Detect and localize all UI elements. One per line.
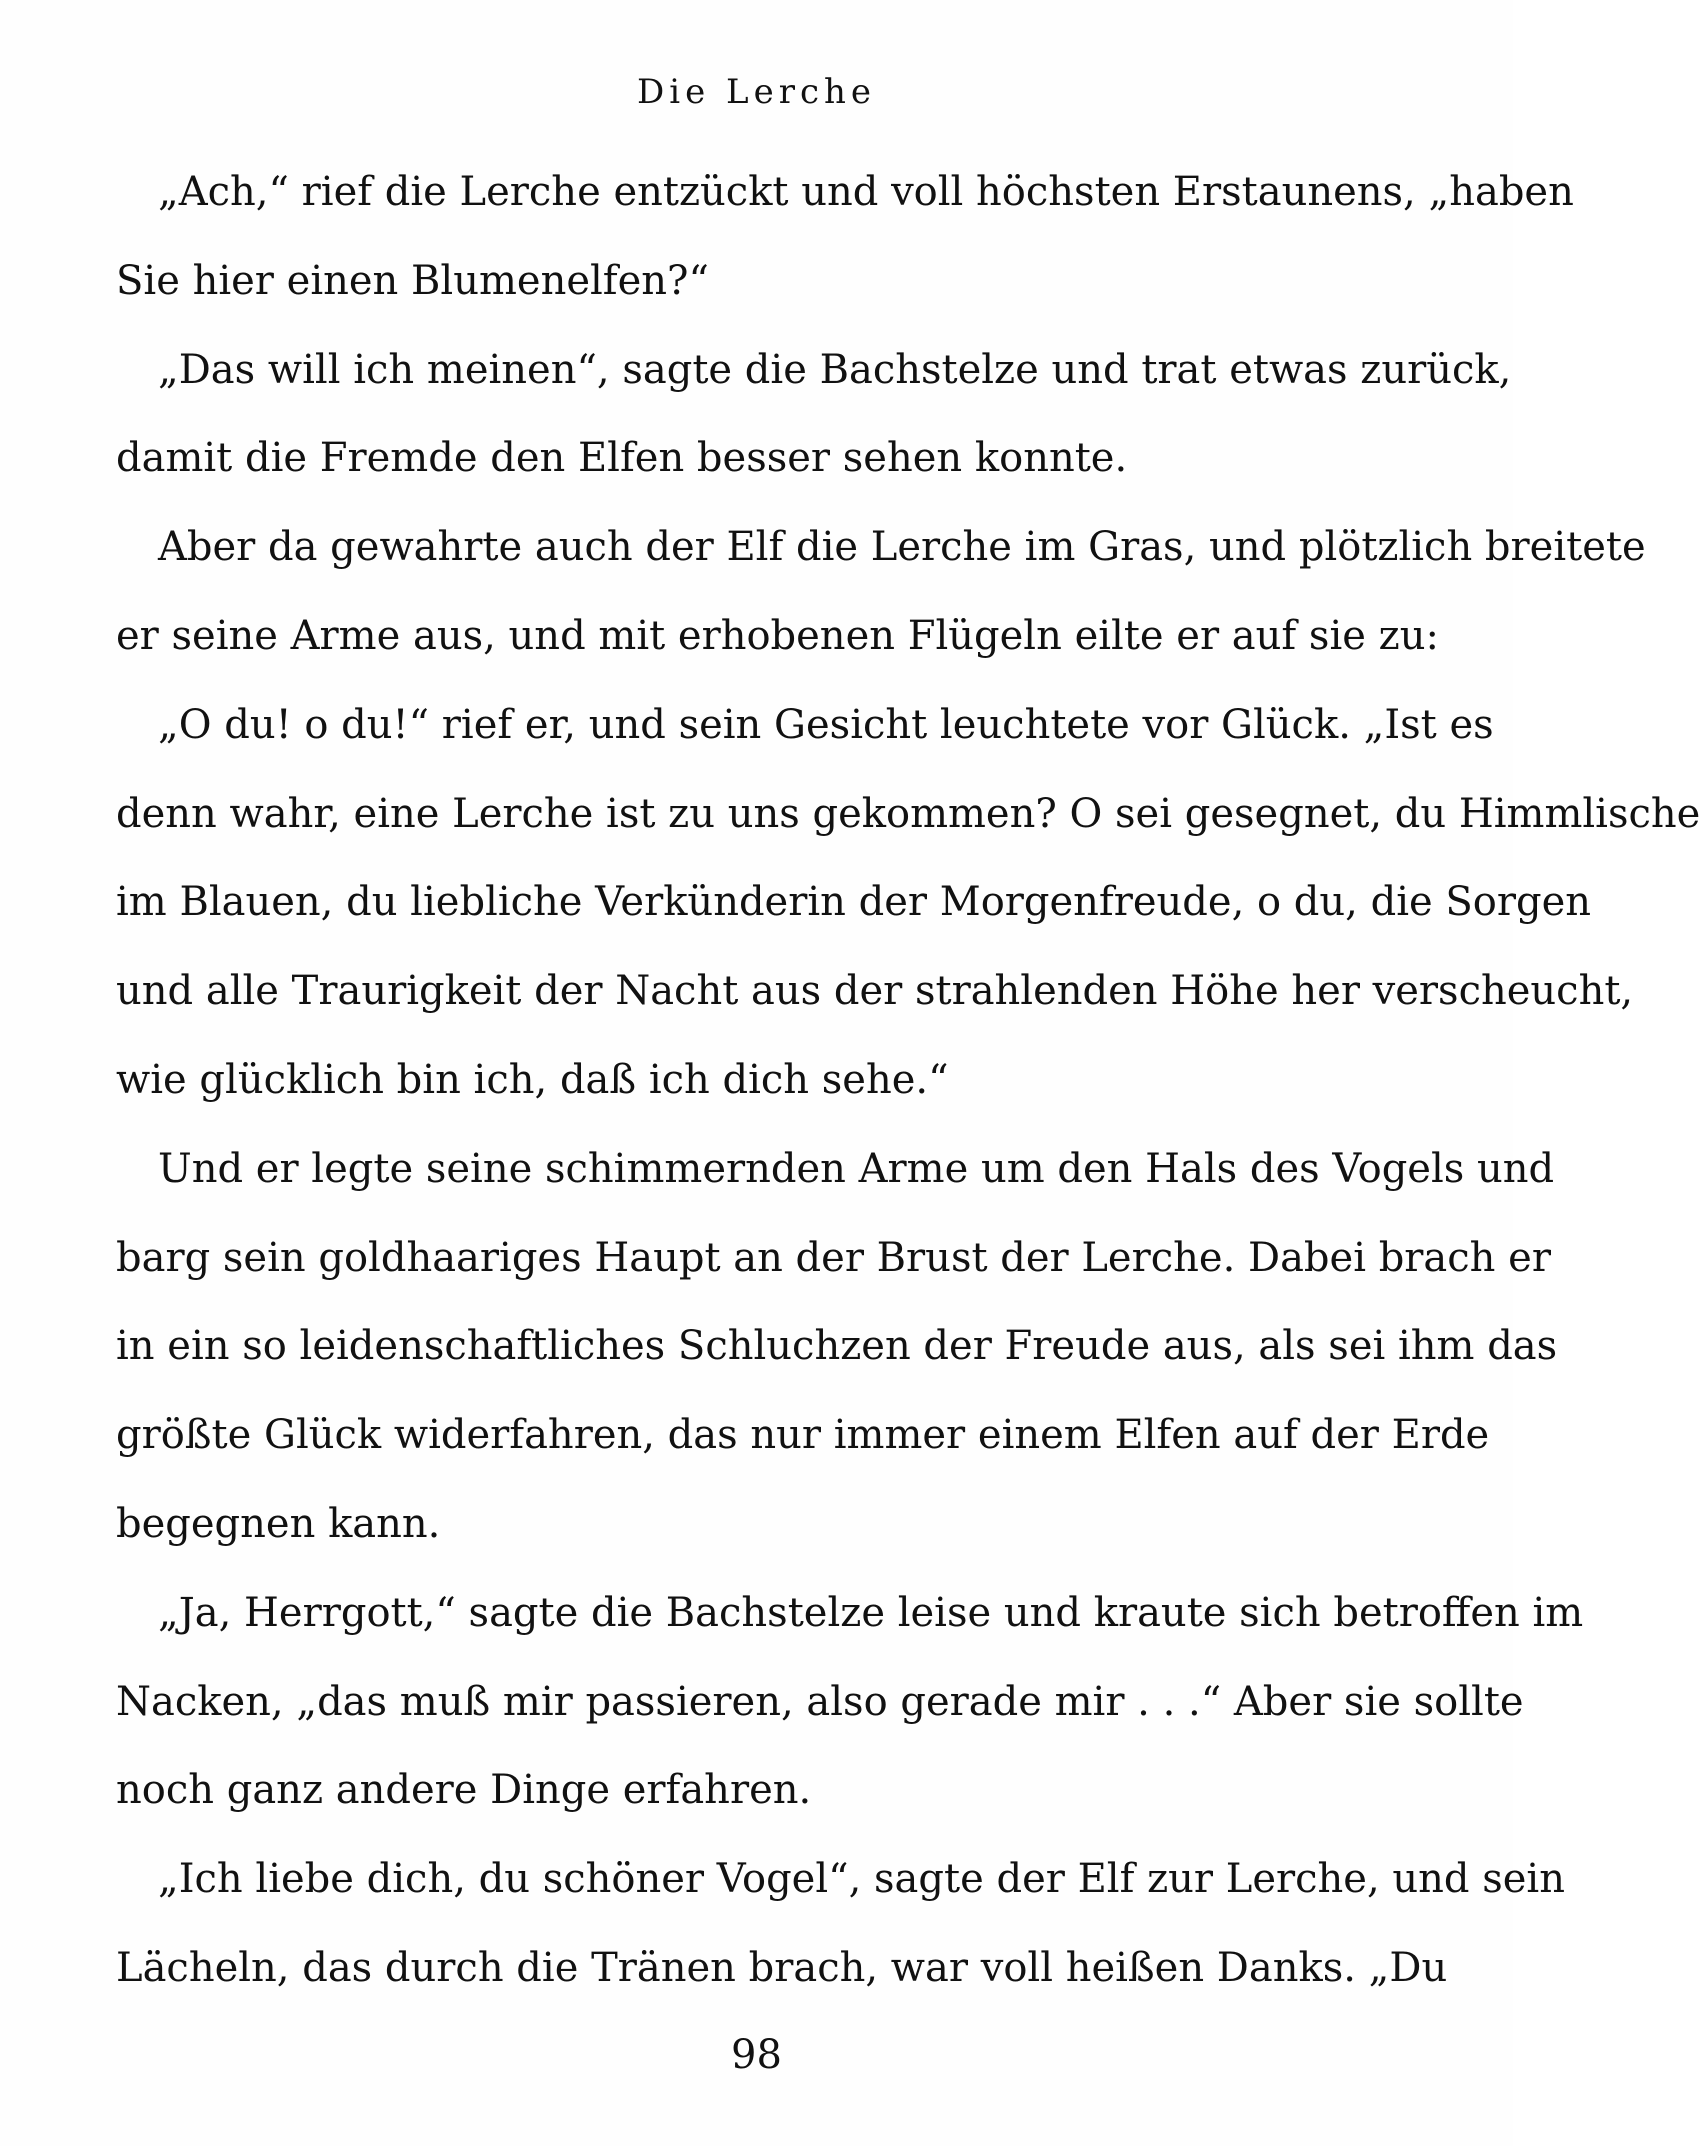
text-line: Aber da gewahrte auch der Elf die Lerche im Gras, und plötzlich breitete <box>158 524 1646 571</box>
text-line: größte Glück widerfahren, das nur immer einem Elfen auf der Erde <box>116 1412 1490 1459</box>
text-line: barg sein goldhaariges Haupt an der Brust der Lerche. Dabei brach er <box>116 1234 1551 1281</box>
text-line: Nacken, „das muß mir passieren, also gerade mir . . .“ Aber sie sollte <box>116 1678 1524 1725</box>
text-line: und alle Traurigkeit der Nacht aus der strahlenden Höhe her verscheucht, <box>116 968 1634 1015</box>
text-line: „Ach,“ rief die Lerche entzückt und voll höchsten Erstaunens, „haben <box>158 169 1574 215</box>
text-line: begegnen kann. <box>116 1500 441 1547</box>
text-line: „Das will ich meinen“, sagte die Bachstelze und trat etwas zurück, <box>158 346 1512 393</box>
text-line: Sie hier einen Blumenelfen?“ <box>116 257 709 304</box>
text-line: denn wahr, eine Lerche ist zu uns gekommen? O sei gesegnet, du Himmlische <box>116 790 1700 837</box>
text-line: wie glücklich bin ich, daß ich dich sehe.“ <box>116 1056 949 1103</box>
text-line: im Blauen, du liebliche Verkünderin der Morgenfreude, o du, die Sorgen <box>116 879 1592 926</box>
text-line: „Ich liebe dich, du schöner Vogel“, sagte der Elf zur Lerche, und sein <box>158 1856 1565 1903</box>
text-line: Lächeln, das durch die Tränen brach, war voll heißen Danks. „Du <box>116 1944 1448 1991</box>
text-line: „Ja, Herrgott,“ sagte die Bachstelze leise und kraute sich betroffen im <box>158 1589 1584 1636</box>
text-line: damit die Fremde den Elfen besser sehen konnte. <box>116 435 1128 482</box>
running-title: Die Lerche <box>636 72 877 112</box>
text-line: Und er legte seine schimmernden Arme um den Hals des Vogels und <box>158 1145 1555 1192</box>
text-line: in ein so leidenschaftliches Schluchzen der Freude aus, als sei ihm das <box>116 1323 1558 1370</box>
text-line: noch ganz andere Dinge erfahren. <box>116 1767 812 1814</box>
text-line: er seine Arme aus, und mit erhobenen Flügeln eilte er auf sie zu: <box>116 612 1439 659</box>
body-text <box>116 148 1700 2013</box>
page-number: 98 <box>731 2032 782 2078</box>
text-line: „O du! o du!“ rief er, und sein Gesicht leuchtete vor Glück. „Ist es <box>158 701 1494 748</box>
